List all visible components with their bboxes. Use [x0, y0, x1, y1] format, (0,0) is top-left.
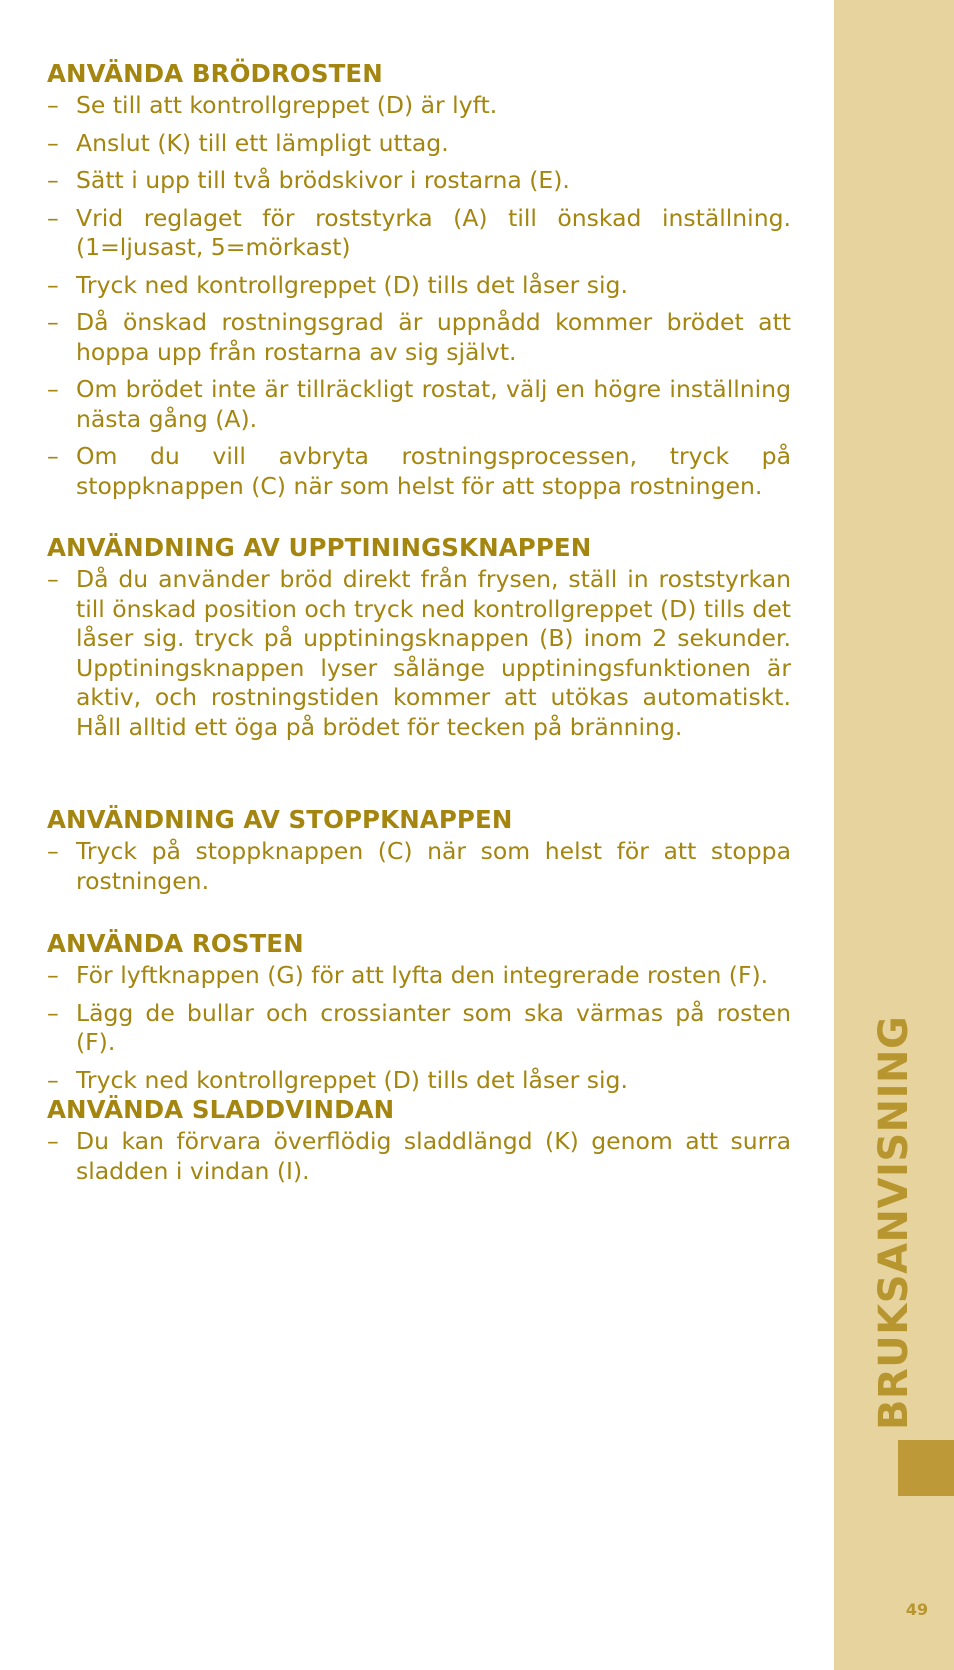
- list-item: [47, 1127, 791, 1186]
- list-item: [47, 129, 791, 159]
- instruction-list: [47, 1127, 791, 1186]
- dash-bullet: –: [47, 1127, 59, 1155]
- section-heading: ANVÄNDNING AV UPPTININGSKNAPPEN: [47, 533, 592, 562]
- list-item-text: Tryck ned kontrollgreppet (D) tills det låser sig.: [76, 270, 628, 299]
- dash-bullet: –: [47, 961, 59, 989]
- list-item-text: Se till att kontrollgreppet (D) är lyft.: [76, 91, 498, 119]
- section-heading: ANVÄNDA ROSTEN: [47, 929, 304, 958]
- dash-bullet: –: [47, 375, 59, 403]
- list-item-text: Då önskad rostningsgrad är uppnådd kommer brödet att hoppa upp från rostarna av sig självt.: [76, 308, 791, 366]
- dash-bullet: –: [47, 166, 59, 194]
- list-item: [47, 91, 791, 121]
- side-tab-marker: [898, 1440, 954, 1496]
- list-item: [47, 271, 791, 301]
- page-number: 49: [905, 1600, 929, 1619]
- list-item-text: Tryck ned kontrollgreppet (D) tills det låser sig.: [76, 1065, 628, 1094]
- list-item: [47, 1066, 791, 1096]
- list-item: [47, 166, 791, 196]
- dash-bullet: –: [47, 203, 59, 232]
- dash-bullet: –: [47, 998, 59, 1027]
- list-item-text: Lägg de bullar och crossianter som ska värmas på rosten (F).: [76, 998, 791, 1056]
- section-heading: ANVÄNDA SLADDVINDAN: [47, 1095, 395, 1124]
- section-cord-storage: [47, 1095, 791, 1194]
- dash-bullet: –: [47, 442, 59, 470]
- list-item: [47, 565, 791, 742]
- list-item-text: Vrid reglaget för roststyrka (A) till önskad inställning. (1=ljusast, 5=mörkast): [76, 203, 791, 261]
- instruction-list: [47, 565, 791, 742]
- section-using-rack: [47, 929, 791, 1103]
- side-tab-title: BRUKSANVISNING: [871, 1015, 917, 1430]
- list-item: [47, 999, 791, 1058]
- list-item-text: Tryck på stoppknappen (C) när som helst för att stoppa rostningen.: [76, 837, 791, 895]
- list-item-text: Du kan förvara överflödig sladdlängd (K) genom att surra sladden i vindan (I).: [76, 1127, 791, 1185]
- section-heading: ANVÄNDNING AV STOPPKNAPPEN: [47, 805, 513, 834]
- dash-bullet: –: [47, 1065, 59, 1094]
- instruction-list: [47, 91, 791, 501]
- dash-bullet: –: [47, 308, 59, 336]
- section-stop-button: [47, 805, 791, 904]
- list-item: [47, 308, 791, 367]
- list-item: [47, 375, 791, 434]
- list-item: [47, 442, 791, 501]
- list-item: [47, 837, 791, 896]
- dash-bullet: –: [47, 565, 59, 593]
- dash-bullet: –: [47, 91, 59, 119]
- section-heading: ANVÄNDA BRÖDROSTEN: [47, 59, 383, 88]
- section-defrost-button: [47, 533, 791, 750]
- list-item-text: För lyftknappen (G) för att lyfta den integrerade rosten (F).: [76, 961, 769, 989]
- list-item-text: Om du vill avbryta rostningsprocessen, tryck på stoppknappen (C) när som helst för att stoppa rostningen.: [76, 442, 791, 500]
- dash-bullet: –: [47, 837, 59, 865]
- instruction-list: [47, 837, 791, 896]
- list-item-text: Om brödet inte är tillräckligt rostat, välj en högre inställning nästa gång (A).: [76, 375, 791, 433]
- dash-bullet: –: [47, 270, 59, 299]
- section-using-toaster: [47, 59, 791, 509]
- list-item: [47, 204, 791, 263]
- dash-bullet: –: [47, 128, 59, 157]
- list-item-text: Sätt i upp till två brödskivor i rostarna (E).: [76, 166, 570, 194]
- list-item-text: Anslut (K) till ett lämpligt uttag.: [76, 128, 449, 157]
- list-item-text: Då du använder bröd direkt från frysen, ställ in roststyrkan till önskad position och tryck ned kontrollgreppet (D) tills det låser sig. tryck på upptiningsknappen (B) inom 2 sekunder. Upptiningsknappen lyser sålänge upptiningsfunktionen är aktiv, och rostningstiden kommer att utökas automatiskt. Håll alltid ett öga på brödet för tecken på bränning.: [76, 565, 791, 741]
- list-item: [47, 961, 791, 991]
- instruction-list: [47, 961, 791, 1095]
